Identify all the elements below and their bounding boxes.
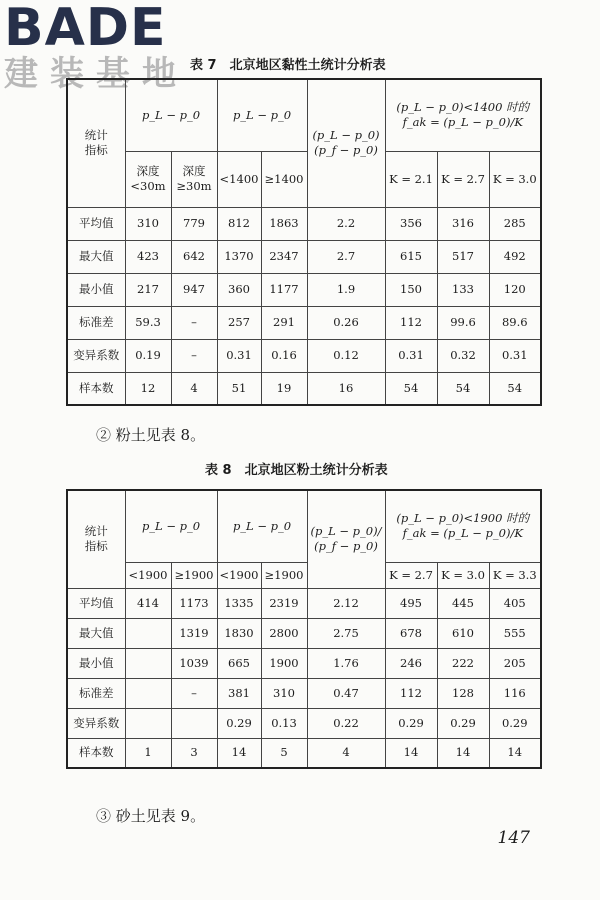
table-cell: 2.12 — [307, 588, 385, 618]
table-row — [67, 339, 541, 372]
watermark-main-text: BADE — [4, 0, 167, 58]
stat-indicator-header: 统计 指标 — [67, 79, 125, 207]
row-label: 样本数 — [67, 372, 125, 405]
ratio-header: (p_L − p_0)/ (p_f − p_0) — [307, 490, 385, 588]
table-row — [67, 240, 541, 273]
table-cell: 0.31 — [217, 339, 261, 372]
table-cell: – — [171, 339, 217, 372]
table-cell: 1.76 — [307, 648, 385, 678]
table-cell: 112 — [385, 306, 437, 339]
table-cell: 0.31 — [489, 339, 541, 372]
table-cell: 1830 — [217, 618, 261, 648]
table-cell: 310 — [261, 678, 307, 708]
table-cell: 610 — [437, 618, 489, 648]
row-label: 最大值 — [67, 240, 125, 273]
table-cell: 642 — [171, 240, 217, 273]
table-cell: 14 — [437, 738, 489, 768]
subheader-cell: K = 2.1 — [385, 151, 437, 207]
table-cell: 1173 — [171, 588, 217, 618]
table-cell: 3 — [171, 738, 217, 768]
table-cell: 405 — [489, 588, 541, 618]
table-cell: 0.47 — [307, 678, 385, 708]
table-cell: 0.31 — [385, 339, 437, 372]
table-cell: 0.12 — [307, 339, 385, 372]
subheader-cell: <1900 — [125, 562, 171, 588]
subheader-cell: 深度 ≥30m — [171, 151, 217, 207]
table-cell: 0.32 — [437, 339, 489, 372]
table-cell: 310 — [125, 207, 171, 240]
table-cell: 14 — [489, 738, 541, 768]
table-cell: 2.2 — [307, 207, 385, 240]
table-cell: 1319 — [171, 618, 217, 648]
table-cell: 316 — [437, 207, 489, 240]
subheader-cell: K = 3.0 — [437, 562, 489, 588]
row-label: 最小值 — [67, 273, 125, 306]
paragraph-silt-reference: ② 粉土见表 8。 — [96, 426, 206, 444]
table-cell: 291 — [261, 306, 307, 339]
table8-silt-statistics — [66, 489, 542, 769]
table7-clay-statistics — [66, 78, 542, 406]
subheader-cell: K = 2.7 — [437, 151, 489, 207]
table-cell: 0.16 — [261, 339, 307, 372]
row-label: 平均值 — [67, 588, 125, 618]
table7-subheader-row — [67, 151, 541, 207]
table-row — [67, 708, 541, 738]
table-cell — [171, 708, 217, 738]
table-cell: 678 — [385, 618, 437, 648]
table-cell: 222 — [437, 648, 489, 678]
table-cell: 2319 — [261, 588, 307, 618]
table-cell: 492 — [489, 240, 541, 273]
table-cell: 1177 — [261, 273, 307, 306]
table-cell: 381 — [217, 678, 261, 708]
table-cell: 128 — [437, 678, 489, 708]
table-cell: 812 — [217, 207, 261, 240]
table-cell: 54 — [489, 372, 541, 405]
subheader-cell: <1400 — [217, 151, 261, 207]
table-cell: 89.6 — [489, 306, 541, 339]
table-cell: 246 — [385, 648, 437, 678]
stat-indicator-header: 统计 指标 — [67, 490, 125, 588]
fak-formula-header: (p_L − p_0)<1900 时的 f_ak = (p_L − p_0)/K — [385, 490, 541, 562]
row-label: 样本数 — [67, 738, 125, 768]
row-label: 变异系数 — [67, 708, 125, 738]
table-cell: 0.13 — [261, 708, 307, 738]
table-cell: 423 — [125, 240, 171, 273]
row-label: 变异系数 — [67, 339, 125, 372]
table-cell: 116 — [489, 678, 541, 708]
pl-p0-group-header-2: p_L − p_0 — [217, 490, 307, 562]
table8-caption: 表 8 北京地区粉土统计分析表 — [205, 463, 388, 478]
row-label: 最大值 — [67, 618, 125, 648]
table-cell: 54 — [437, 372, 489, 405]
table-cell: 445 — [437, 588, 489, 618]
table-cell: 205 — [489, 648, 541, 678]
subheader-cell: ≥1900 — [261, 562, 307, 588]
table-cell: 495 — [385, 588, 437, 618]
subheader-cell: K = 3.3 — [489, 562, 541, 588]
table-row — [67, 678, 541, 708]
subheader-cell: ≥1400 — [261, 151, 307, 207]
subheader-cell: 深度 <30m — [125, 151, 171, 207]
table-cell: 1370 — [217, 240, 261, 273]
pl-p0-depth-group-header: p_L − p_0 — [125, 79, 217, 151]
table-cell: 1900 — [261, 648, 307, 678]
table-cell: 133 — [437, 273, 489, 306]
table7-caption: 表 7 北京地区黏性土统计分析表 — [190, 58, 386, 73]
pl-p0-value-group-header: p_L − p_0 — [217, 79, 307, 151]
table-cell — [125, 678, 171, 708]
table-cell: 1335 — [217, 588, 261, 618]
table-cell: 0.29 — [385, 708, 437, 738]
table-cell: 356 — [385, 207, 437, 240]
page-number: 147 — [497, 828, 530, 848]
table-cell: 0.19 — [125, 339, 171, 372]
table-cell: 14 — [385, 738, 437, 768]
table-row — [67, 738, 541, 768]
table-cell: 99.6 — [437, 306, 489, 339]
table-row — [67, 306, 541, 339]
row-label: 最小值 — [67, 648, 125, 678]
paragraph-sand-reference: ③ 砂土见表 9。 — [96, 807, 206, 825]
table-cell: 14 — [217, 738, 261, 768]
table-cell: 112 — [385, 678, 437, 708]
table-cell: 1 — [125, 738, 171, 768]
table-row — [67, 207, 541, 240]
table-cell: 0.29 — [437, 708, 489, 738]
table-cell: 555 — [489, 618, 541, 648]
table-cell: 2347 — [261, 240, 307, 273]
watermark-sub-text: 建装基地 — [4, 54, 188, 94]
table-cell: 12 — [125, 372, 171, 405]
table8-subheader-row — [67, 562, 541, 588]
table-cell: 0.29 — [217, 708, 261, 738]
table-row — [67, 588, 541, 618]
table-cell: 779 — [171, 207, 217, 240]
table-cell: 0.26 — [307, 306, 385, 339]
table-cell: 150 — [385, 273, 437, 306]
table-cell: 360 — [217, 273, 261, 306]
table-cell: 0.29 — [489, 708, 541, 738]
table-row — [67, 618, 541, 648]
subheader-cell: <1900 — [217, 562, 261, 588]
table-cell — [125, 618, 171, 648]
row-label: 标准差 — [67, 678, 125, 708]
table-cell: 4 — [171, 372, 217, 405]
table-cell: 2.7 — [307, 240, 385, 273]
table-cell: 1.9 — [307, 273, 385, 306]
fak-formula-header: (p_L − p_0)<1400 时的 f_ak = (p_L − p_0)/K — [385, 79, 541, 151]
table-row — [67, 372, 541, 405]
table-cell: 217 — [125, 273, 171, 306]
table-cell: 0.22 — [307, 708, 385, 738]
ratio-header: (p_L − p_0) (p_f − p_0) — [307, 79, 385, 207]
table-cell: 285 — [489, 207, 541, 240]
table-cell: 59.3 — [125, 306, 171, 339]
subheader-cell: K = 3.0 — [489, 151, 541, 207]
table-cell: 414 — [125, 588, 171, 618]
table-row — [67, 648, 541, 678]
table-cell: 19 — [261, 372, 307, 405]
table-cell: 257 — [217, 306, 261, 339]
row-label: 标准差 — [67, 306, 125, 339]
table-cell: 2.75 — [307, 618, 385, 648]
table-cell: 5 — [261, 738, 307, 768]
table-cell — [125, 648, 171, 678]
table-cell — [125, 708, 171, 738]
table-cell: 16 — [307, 372, 385, 405]
table-cell: 1039 — [171, 648, 217, 678]
table-cell: 120 — [489, 273, 541, 306]
row-label: 平均值 — [67, 207, 125, 240]
table-cell: 1863 — [261, 207, 307, 240]
table-cell: 615 — [385, 240, 437, 273]
table-cell: 54 — [385, 372, 437, 405]
subheader-cell: K = 2.7 — [385, 562, 437, 588]
table-cell: 51 — [217, 372, 261, 405]
table-row — [67, 273, 541, 306]
pl-p0-group-header: p_L − p_0 — [125, 490, 217, 562]
table-cell: 2800 — [261, 618, 307, 648]
table-cell: 947 — [171, 273, 217, 306]
table-cell: 517 — [437, 240, 489, 273]
table-cell: – — [171, 678, 217, 708]
table-cell: 4 — [307, 738, 385, 768]
table-cell: 665 — [217, 648, 261, 678]
subheader-cell: ≥1900 — [171, 562, 217, 588]
table-cell: – — [171, 306, 217, 339]
